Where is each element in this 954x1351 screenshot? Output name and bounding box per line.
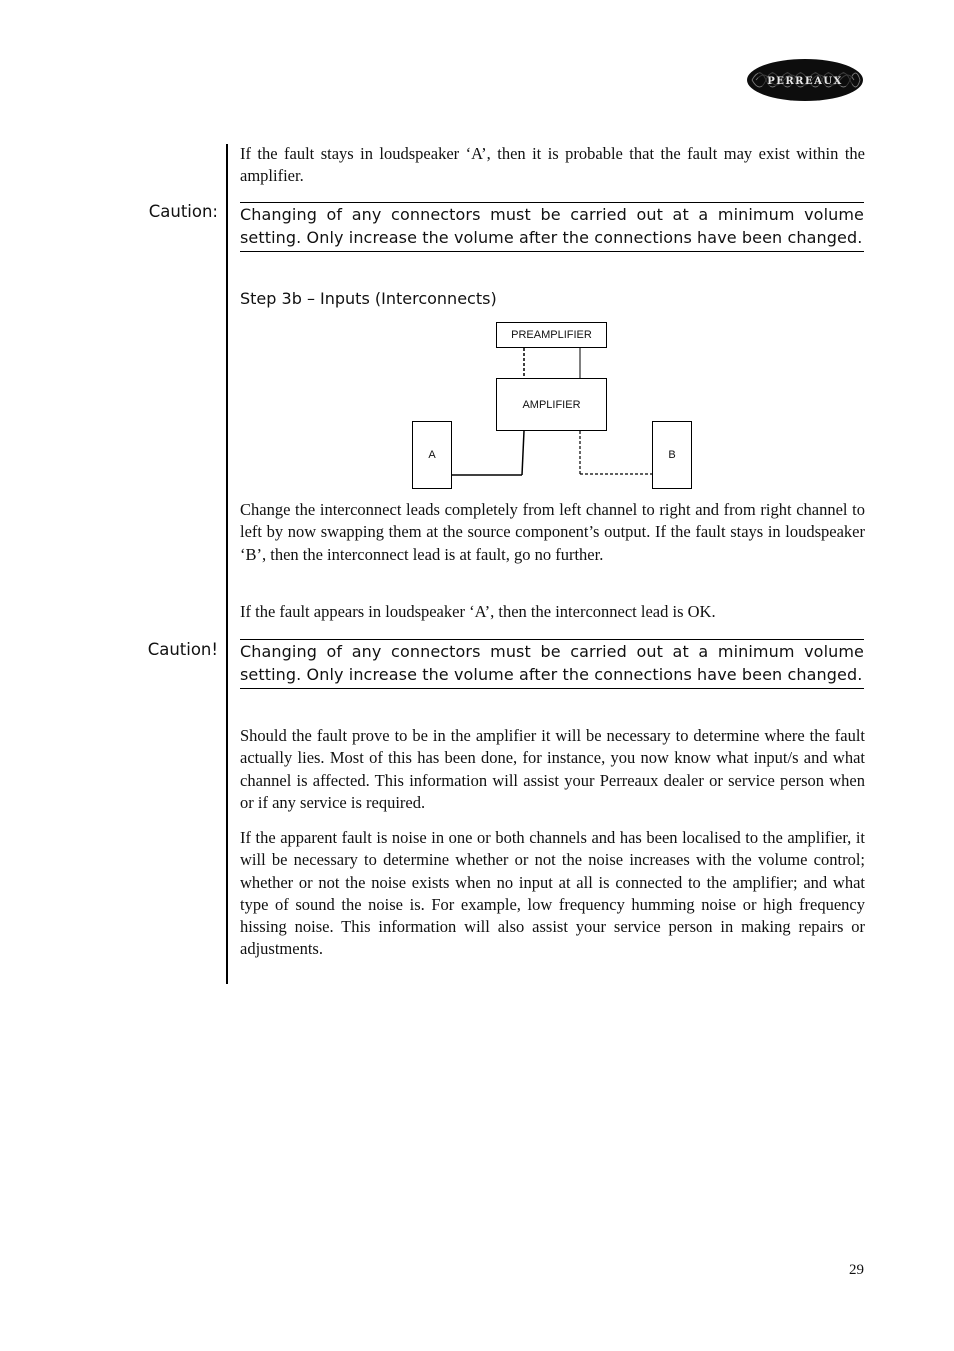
perreaux-logo xyxy=(746,58,864,102)
caution-box-2 xyxy=(240,639,864,689)
caution-text-1: Changing of any connectors must be carried out at a minimum volume setting. Only increase the volume after the connections have been changed. xyxy=(240,205,864,247)
speaker-b-box: B xyxy=(652,421,692,489)
caution-label-1: Caution: xyxy=(148,202,218,221)
margin-rule xyxy=(226,144,228,984)
amplifier-box: AMPLIFIER xyxy=(496,378,607,431)
logo-text: PERREAUX xyxy=(767,76,843,87)
step-title: Step 3b – Inputs (Interconnects) xyxy=(240,289,497,308)
caution-label-2: Caution! xyxy=(147,640,218,659)
preamplifier-box: PREAMPLIFIER xyxy=(496,322,607,348)
paragraph-1: If the fault stays in loudspeaker ‘A’, then it is probable that the fault may exist within the amplifier. xyxy=(240,144,865,186)
paragraph-5-container xyxy=(240,827,865,961)
paragraph-3: If the fault appears in loudspeaker ‘A’, then the interconnect lead is OK. xyxy=(240,602,716,621)
connection-diagram xyxy=(405,318,705,493)
paragraph-2-container xyxy=(240,499,865,566)
paragraph-1-container xyxy=(240,143,865,188)
paragraph-4-container xyxy=(240,725,865,814)
speaker-a-box: A xyxy=(412,421,452,489)
paragraph-4: Should the fault prove to be in the amplifier it will be necessary to determine where the fault actually lies. Most of this has been done, for instance, you now know what input/s and what channel is affected. This information will assist your Perreaux dealer or service person when or if any service is required. xyxy=(240,726,865,812)
caution-text-2: Changing of any connectors must be carried out at a minimum volume setting. Only increase the volume after the connections have been changed. xyxy=(240,642,864,684)
paragraph-5: If the apparent fault is noise in one or both channels and has been localised to the amplifier, it will be necessary to determine whether or not the noise increases with the volume control; whether or not the noise exists when no input at all is connected to the amplifier; and what type of sound the noise is. For example, low frequency humming noise or high frequency hissing noise. This information will also assist your service person in making repairs or adjustments. xyxy=(240,828,865,959)
paragraph-2: Change the interconnect leads completely from left channel to right and from right channel to left by now swapping them at the source component’s output. If the fault stays in loudspeaker ‘B’, then the interconnect lead is at fault, go no further. xyxy=(240,500,865,564)
page-number: 29 xyxy=(849,1262,864,1278)
caution-box-1 xyxy=(240,202,864,252)
paragraph-3-container xyxy=(240,601,865,623)
